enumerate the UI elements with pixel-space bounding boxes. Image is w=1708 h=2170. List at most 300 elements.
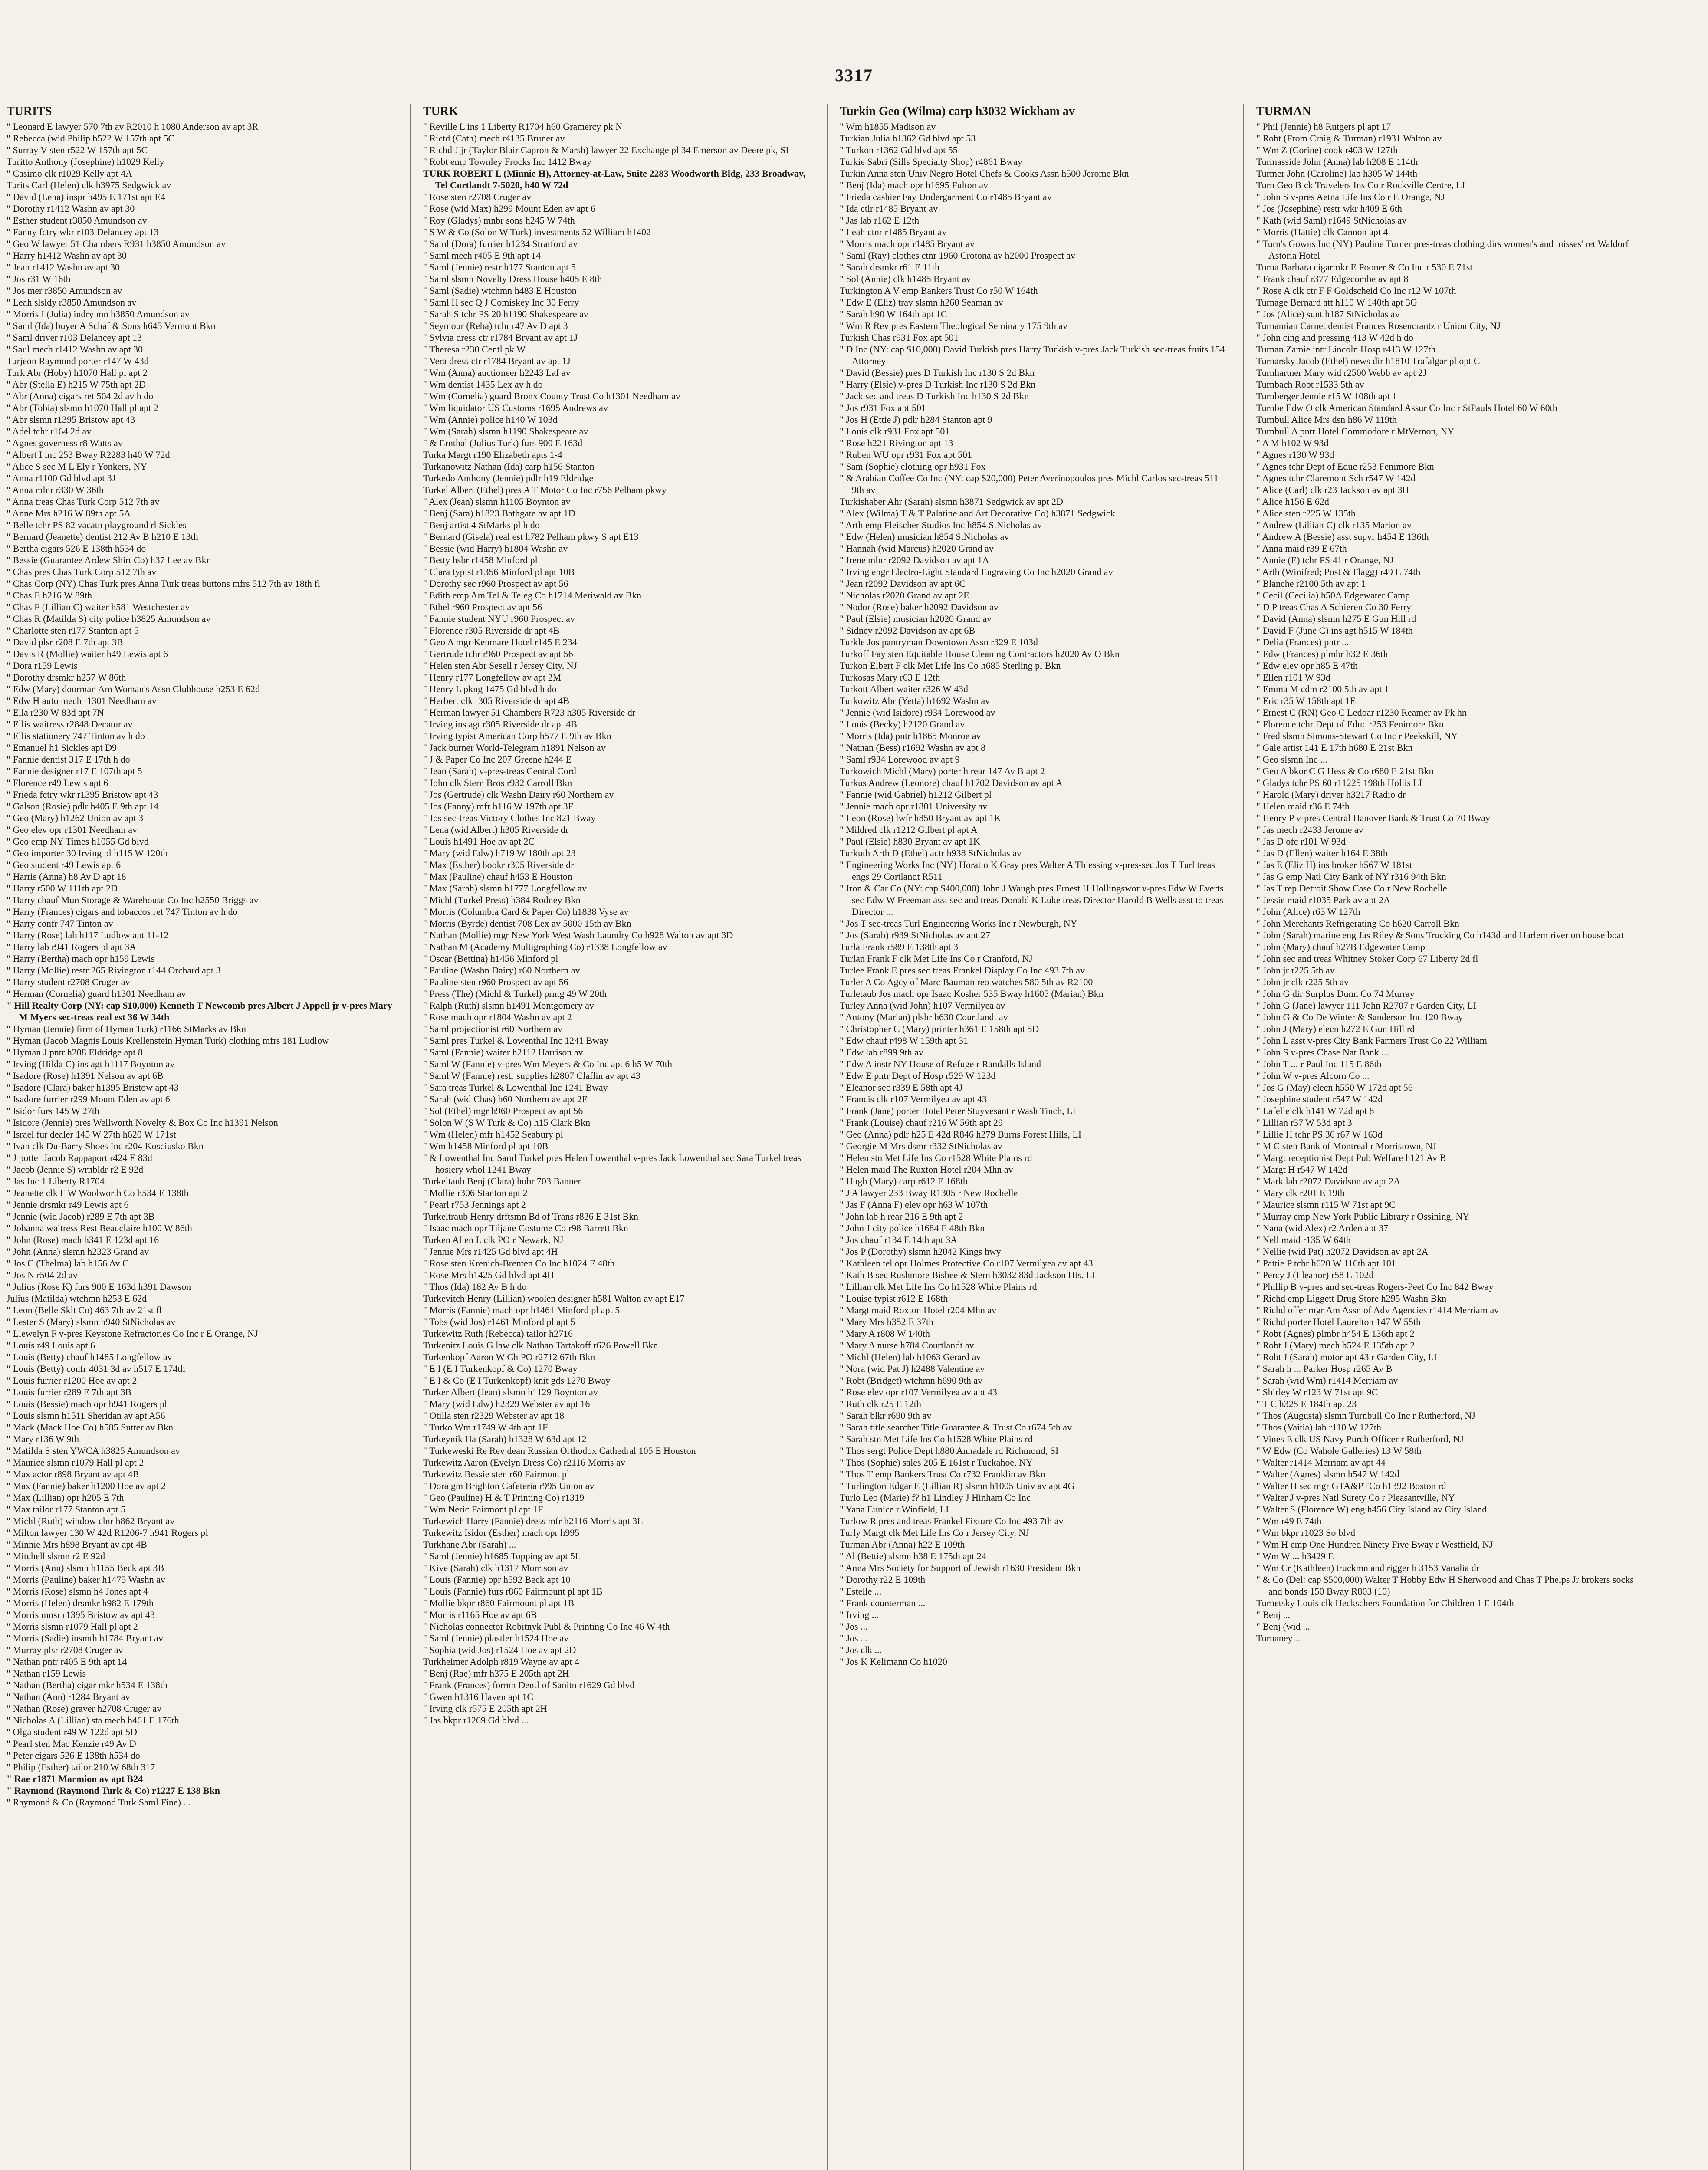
directory-entry: Turkosas Mary r63 E 12th bbox=[840, 672, 940, 683]
directory-entry: " John jr r225 5th av bbox=[1256, 965, 1335, 976]
directory-entry: " John G dir Surplus Dunn Co 74 Murray bbox=[1256, 988, 1415, 999]
directory-entry: Turkian Julia h1362 Gd blvd apt 53 bbox=[840, 133, 976, 144]
directory-entry: " Turn's Gowns Inc (NY) Pauline Turner pres-treas clothing dirs women's and misses' ret Waldorf Astoria Hotel bbox=[1256, 238, 1629, 261]
directory-entry: " Nellie (wid Pat) h2072 Davidson av apt 2A bbox=[1256, 1246, 1429, 1257]
directory-entry: " Mary (wid Edw) h719 W 180th apt 23 bbox=[423, 848, 576, 858]
directory-entry: " Sophia (wid Jos) r1524 Hoe av apt 2D bbox=[423, 1644, 576, 1655]
directory-entry: " Edw (Frances) plmbr h32 E 36th bbox=[1256, 648, 1388, 659]
directory-entry: Turlan Frank F clk Met Life Ins Co r Cranford, NJ bbox=[840, 953, 1033, 964]
directory-entry: " Helen maid r36 E 74th bbox=[1256, 801, 1350, 812]
directory-entry: " Richd offer mgr Am Assn of Adv Agencies r1414 Merriam av bbox=[1256, 1305, 1499, 1315]
directory-entry: " Geo (Pauline) H & T Printing Co) r1319 bbox=[423, 1492, 585, 1503]
directory-entry: " Geo (Mary) h1262 Union av apt 3 bbox=[7, 812, 144, 823]
directory-entry: Turkewitz Aaron (Evelyn Dress Co) r2116 Morris av bbox=[423, 1457, 625, 1468]
directory-entry: " Alice sten r225 W 135th bbox=[1256, 508, 1356, 519]
directory-entry: " Agnes r130 W 93d bbox=[1256, 449, 1334, 460]
directory-entry: " Morris mach opr r1485 Bryant av bbox=[840, 238, 975, 249]
directory-entry: " Saml (Ray) clothes ctnr 1960 Crotona av h2000 Prospect av bbox=[840, 250, 1075, 261]
directory-entry: " John (Alice) r63 W 127th bbox=[1256, 906, 1360, 917]
directory-entry: " Davis R (Mollie) waiter h49 Lewis apt 6 bbox=[7, 648, 168, 659]
directory-entry: " Jas T rep Detroit Show Case Co r New Rochelle bbox=[1256, 883, 1447, 894]
directory-entry: " Irving engr Electro-Light Standard Engraving Co Inc h2020 Grand av bbox=[840, 566, 1113, 577]
directory-entry: Turnaney ... bbox=[1256, 1633, 1302, 1644]
directory-entry: " Jas lab r162 E 12th bbox=[840, 215, 920, 226]
directory-entry: " Wm r49 E 74th bbox=[1256, 1516, 1322, 1526]
directory-entry: " & Ernthal (Julius Turk) furs 900 E 163d bbox=[423, 437, 583, 448]
directory-entry: " Morris (Hattie) clk Cannon apt 4 bbox=[1256, 227, 1388, 237]
directory-entry: Turitto Anthony (Josephine) h1029 Kelly bbox=[7, 156, 164, 167]
directory-entry: " Ellen r101 W 93d bbox=[1256, 672, 1330, 683]
directory-entry: " Rose elev opr r107 Vermilyea av apt 43 bbox=[840, 1387, 997, 1397]
directory-entry: " Thos (Vaitia) lab r110 W 127th bbox=[1256, 1422, 1382, 1433]
directory-entry: " Saml pres Turkel & Lowenthal Inc 1241 Bway bbox=[423, 1035, 608, 1046]
directory-entry: " Rose (wid Max) h299 Mount Eden av apt 6 bbox=[423, 203, 595, 214]
directory-entry: " Lafelle clk h141 W 72d apt 8 bbox=[1256, 1105, 1374, 1116]
directory-entry: " Jean r2092 Davidson av apt 6C bbox=[840, 578, 966, 589]
directory-entry: " Wm Cr (Kathleen) truckmn and rigger h 3153 Vanalia dr bbox=[1256, 1562, 1480, 1573]
directory-entry: " Frank chauf r377 Edgecombe av apt 8 bbox=[1256, 273, 1409, 284]
directory-entry: Turlo Leo (Marie) f? h1 Lindley J Hinham Co Inc bbox=[840, 1492, 1031, 1503]
directory-entry: " Geo W lawyer 51 Chambers R931 h3850 Amundson av bbox=[7, 238, 226, 249]
directory-column-4 bbox=[1256, 104, 1649, 2170]
directory-entry: " Harry chauf Mun Storage & Warehouse Co Inc h2550 Briggs av bbox=[7, 894, 259, 905]
directory-entry: " Bernard (Gisela) real est h782 Pelham pkwy S apt E13 bbox=[423, 531, 639, 542]
directory-entry: " John (Mary) chauf h27B Edgewater Camp bbox=[1256, 941, 1425, 952]
directory-entry: " Jos (Alice) sunt h187 StNicholas av bbox=[1256, 309, 1400, 319]
directory-entry: " Louis (Bessie) mach opr h941 Rogers pl bbox=[7, 1398, 168, 1409]
directory-entry: " Jennie (wid Isidore) r934 Lorewood av bbox=[840, 707, 995, 718]
directory-entry: " Harry (Elsie) v-pres D Turkish Inc r130 S 2d Bkn bbox=[840, 379, 1036, 390]
directory-entry: " Ethel r960 Prospect av apt 56 bbox=[423, 602, 542, 612]
directory-entry: " Nell maid r135 W 64th bbox=[1256, 1234, 1351, 1245]
directory-entry: " Saml mech r405 E 9th apt 14 bbox=[423, 250, 541, 261]
directory-entry: Turnarsky Jacob (Ethel) news dir h1810 Trafalgar pl opt C bbox=[1256, 355, 1480, 366]
directory-entry: " John (Rose) mach h341 E 123d apt 16 bbox=[7, 1234, 159, 1245]
directory-entry: Turlow R pres and treas Frankel Fixture Co Inc 493 7th av bbox=[840, 1516, 1064, 1526]
directory-entry: " Rose A clk ctr F F Goldscheid Co Inc r12 W 107th bbox=[1256, 285, 1456, 296]
directory-entry: " Bessie (Guarantee Ardew Shirt Co) h37 Lee av Bkn bbox=[7, 555, 211, 566]
directory-entry: " Nathan pntr r405 E 9th apt 14 bbox=[7, 1656, 127, 1667]
directory-entry: " Isadore furrier r299 Mount Eden av apt 6 bbox=[7, 1094, 170, 1105]
directory-entry: " John clk Stern Bros r932 Carroll Bkn bbox=[423, 777, 572, 788]
directory-entry: " Frieda fctry wkr r1395 Bristow apt 43 bbox=[7, 789, 158, 800]
directory-entry: " David (Lena) inspr h495 E 171st apt E4 bbox=[7, 191, 165, 202]
directory-entry: " Jos P (Dorothy) slsmn h2042 Kings hwy bbox=[840, 1246, 1001, 1257]
directory-entry: Turnage Bernard att h110 W 140th apt 3G bbox=[1256, 297, 1417, 308]
column-header: TURMAN bbox=[1256, 105, 1311, 118]
directory-entry: " Leon (Rose) lwfr h850 Bryant av apt 1K bbox=[840, 812, 1001, 823]
directory-entry: " Fanny fctry wkr r103 Delancey apt 13 bbox=[7, 227, 159, 237]
directory-entry: " Ida ctlr r1485 Bryant av bbox=[840, 203, 938, 214]
directory-entry: " Nathan (Ann) r1284 Bryant av bbox=[7, 1691, 130, 1702]
directory-entry: " Rictd (Cath) mech r4135 Bruner av bbox=[423, 133, 565, 144]
directory-entry: " Geo elev opr r1301 Needham av bbox=[7, 824, 137, 835]
directory-entry: " Ruben WU opr r931 Fox apt 501 bbox=[840, 449, 972, 460]
directory-entry: " John S v-pres Aetna Life Ins Co r E Orange, NJ bbox=[1256, 191, 1445, 202]
directory-entry: " Edw A instr NY House of Refuge r Randalls Island bbox=[840, 1059, 1041, 1069]
directory-entry: " Jos (Gertrude) clk Washn Dairy r60 Northern av bbox=[423, 789, 614, 800]
directory-entry: Turkowich Michl (Mary) porter h rear 147 Av B apt 2 bbox=[840, 766, 1045, 776]
directory-entry: " Saml (Sadie) wtchmn h483 E Houston bbox=[423, 285, 577, 296]
directory-entry: " Nathan (Bertha) cigar mkr h534 E 138th bbox=[7, 1680, 168, 1690]
directory-entry: " Morris (Fannie) mach opr h1461 Minford pl apt 5 bbox=[423, 1305, 620, 1315]
directory-entry: " Tobs (wid Jos) r1461 Minford pl apt 5 bbox=[423, 1316, 575, 1327]
directory-entry: " Agnes tchr Claremont Sch r547 W 142d bbox=[1256, 473, 1416, 483]
directory-entry: " Sara treas Turkel & Lowenthal Inc 1241 Bway bbox=[423, 1082, 608, 1093]
directory-entry: " Max actor r898 Bryant av apt 4B bbox=[7, 1469, 139, 1480]
directory-entry: " Hugh (Mary) carp r612 E 168th bbox=[840, 1176, 968, 1187]
directory-entry: " Jas bkpr r1269 Gd blvd ... bbox=[423, 1715, 529, 1726]
directory-entry: " Morris (Columbia Card & Paper Co) h1838 Vyse av bbox=[423, 906, 629, 917]
directory-entry: " Solon W (S W Turk & Co) h15 Clark Bkn bbox=[423, 1117, 591, 1128]
directory-entry: " Isadore (Rose) h1391 Nelson av apt 6B bbox=[7, 1070, 164, 1081]
column-divider bbox=[827, 104, 828, 2170]
directory-entry: " Alex (Wilma) T & T Palatine and Art Decorative Co) h3871 Sedgwick bbox=[840, 508, 1115, 519]
directory-entry: " Sarah h90 W 164th apt 1C bbox=[840, 309, 947, 319]
directory-entry: " Jos clk ... bbox=[840, 1644, 882, 1655]
directory-entry: " Morris (Byrde) dentist 708 Lex av 5000 15th av Bkn bbox=[423, 918, 631, 929]
directory-entry: Turkin Anna sten Univ Negro Hotel Chefs & Cooks Assn h500 Jerome Bkn bbox=[840, 168, 1129, 179]
directory-entry: Turman Abr (Anna) h22 E 109th bbox=[840, 1539, 965, 1550]
directory-entry: " Jeanette clk F W Woolworth Co h534 E 138th bbox=[7, 1187, 189, 1198]
directory-entry: " Nora (wid Pat J) h2488 Valentine av bbox=[840, 1363, 985, 1374]
directory-entry: " Jos T sec-treas Turl Engineering Works Inc r Newburgh, NY bbox=[840, 918, 1077, 929]
directory-entry: " Mitchell slsmn r2 E 92d bbox=[7, 1551, 105, 1562]
directory-entry: " Raymond & Co (Raymond Turk Saml Fine) ... bbox=[7, 1797, 191, 1808]
directory-entry: " Jos H (Ettie J) pdlr h284 Stanton apt 9 bbox=[840, 414, 992, 425]
directory-entry: " Jos N r504 2d av bbox=[7, 1269, 78, 1280]
directory-entry: " Fannie designer r17 E 107th apt 5 bbox=[7, 766, 142, 776]
directory-entry: " Jos (Fanny) mfr h116 W 197th apt 3F bbox=[423, 801, 573, 812]
directory-entry: " Wm liquidator US Customs r1695 Andrews av bbox=[423, 402, 608, 413]
directory-entry: Turla Frank r589 E 138th apt 3 bbox=[840, 941, 958, 952]
directory-entry: " Turlington Edgar E (Lillian R) slsmn h1005 Univ av apt 4G bbox=[840, 1480, 1075, 1491]
directory-entry: " Nathan r159 Lewis bbox=[7, 1668, 86, 1679]
directory-entry: " Nathan (Rose) graver h2708 Cruger av bbox=[7, 1703, 162, 1714]
directory-entry: " Nodor (Rose) baker h2092 Davidson av bbox=[840, 602, 999, 612]
directory-entry: " John (Sarah) marine eng Jas Riley & Sons Trucking Co h143d and Harlem river on house boat bbox=[1256, 930, 1624, 940]
directory-entry: " Mary A r808 W 140th bbox=[840, 1328, 930, 1339]
directory-entry: " Antony (Marian) plshr h630 Courtlandt av bbox=[840, 1012, 1008, 1023]
directory-entry: Turkishaber Ahr (Sarah) slsmn h3871 Sedgwick av apt 2D bbox=[840, 496, 1063, 507]
directory-entry: " Anna r1100 Gd blvd apt 3J bbox=[7, 473, 116, 483]
directory-entry: " Morris (Ann) slsmn h1155 Beck apt 3B bbox=[7, 1562, 164, 1573]
directory-entry: " Irving clk r575 E 205th apt 2H bbox=[423, 1703, 547, 1714]
directory-entry: " Lillian r37 W 53d apt 3 bbox=[1256, 1117, 1352, 1128]
directory-entry: " Belle tchr PS 82 vacatn playground rl Sickles bbox=[7, 519, 187, 530]
directory-entry: " Jack burner World-Telegram h1891 Nelson av bbox=[423, 742, 606, 753]
directory-entry: " Louis (Becky) h2120 Grand av bbox=[840, 719, 965, 730]
directory-entry: " Nathan M (Academy Multigraphing Co) r1338 Longfellow av bbox=[423, 941, 667, 952]
directory-entry: " Galson (Rosie) pdlr h405 E 9th apt 14 bbox=[7, 801, 158, 812]
directory-entry: " Hyman (Jacob Magnis Louis Krellenstein Hyman Turk) clothing mfrs 181 Ludlow bbox=[7, 1035, 329, 1046]
directory-entry: " Geo A bkor C G Hess & Co r680 E 21st Bkn bbox=[1256, 766, 1434, 776]
directory-entry: Turkenitz Louis G law clk Nathan Tartakoff r626 Powell Bkn bbox=[423, 1340, 658, 1351]
directory-entry: " Saml r934 Lorewood av apt 9 bbox=[840, 754, 960, 765]
directory-entry: " Maurice slsmn r115 W 71st apt 9C bbox=[1256, 1199, 1396, 1210]
directory-entry: " Wm W ... h3429 E bbox=[1256, 1551, 1334, 1562]
directory-entry: " John sec and treas Whitney Stoker Corp 67 Liberty 2d fl bbox=[1256, 953, 1478, 964]
directory-entry: " John lab h rear 216 E 9th apt 2 bbox=[840, 1211, 963, 1222]
directory-entry: " Herman lawyer 51 Chambers R723 h305 Riverside dr bbox=[423, 707, 636, 718]
directory-entry: " Reville L ins 1 Liberty R1704 h60 Gramercy pk N bbox=[423, 121, 623, 132]
directory-entry: " Edw chauf r498 W 159th apt 31 bbox=[840, 1035, 968, 1046]
directory-entry: " Louis furrier r289 E 7th apt 3B bbox=[7, 1387, 132, 1397]
directory-entry: " Paul (Elsie) musician h2020 Grand av bbox=[840, 613, 992, 624]
directory-entry: Turkheimer Adolph r819 Wayne av apt 4 bbox=[423, 1656, 579, 1667]
directory-entry: Turkle Jos pantryman Downtown Assn r329 E 103d bbox=[840, 637, 1038, 648]
directory-entry: " Fannie student NYU r960 Prospect av bbox=[423, 613, 575, 624]
column-header: Turkin Geo (Wilma) carp h3032 Wickham av bbox=[840, 105, 1075, 118]
directory-entry: Turmer John (Caroline) lab h305 W 144th bbox=[1256, 168, 1418, 179]
directory-entry: " Charlotte sten r177 Stanton apt 5 bbox=[7, 625, 139, 636]
directory-entry: " Frank (Frances) formn Dentl of Sanitn r1629 Gd blvd bbox=[423, 1680, 635, 1690]
directory-entry: " Pauline sten r960 Prospect av apt 56 bbox=[423, 976, 568, 987]
directory-entry: " Geo emp NY Times h1055 Gd blvd bbox=[7, 836, 149, 847]
directory-entry: " Frank (Jane) porter Hotel Peter Stuyvesant r Wash Tinch, LI bbox=[840, 1105, 1076, 1116]
directory-entry: Turkuth Arth D (Ethel) actr h938 StNicholas av bbox=[840, 848, 1022, 858]
directory-entry: " Kath (wid Saml) r1649 StNicholas av bbox=[1256, 215, 1407, 226]
directory-entry: Turkewich Harry (Fannie) dress mfr h2116 Morris apt 3L bbox=[423, 1516, 643, 1526]
directory-entry: " Kive (Sarah) clk h1317 Morrison av bbox=[423, 1562, 568, 1573]
directory-entry: " Max (Esther) bookr r305 Riverside dr bbox=[423, 859, 574, 870]
directory-entry: " Hyman (Jennie) firm of Hyman Turk) r1166 StMarks av Bkn bbox=[7, 1023, 246, 1034]
directory-entry: " Walter S (Florence W) eng h456 City Island av City Island bbox=[1256, 1504, 1487, 1515]
directory-entry: " Louis h1491 Hoe av apt 2C bbox=[423, 836, 535, 847]
directory-entry: " Saml W (Fannie) restr supplies h2807 Claflin av apt 43 bbox=[423, 1070, 640, 1081]
directory-entry: " Wm (Cornelia) guard Bronx County Trust Co h1301 Needham av bbox=[423, 391, 680, 401]
directory-entry: Turna Barbara cigarmkr E Pooner & Co Inc r 530 E 71st bbox=[1256, 262, 1473, 273]
directory-entry: " Gladys tchr PS 60 r11225 198th Hollis LI bbox=[1256, 777, 1422, 788]
directory-entry: " Dora gm Brighton Cafeteria r995 Union av bbox=[423, 1480, 595, 1491]
directory-entry: " Harry h1412 Washn av apt 30 bbox=[7, 250, 127, 261]
directory-entry: " Max (Lillian) opr h205 E 7th bbox=[7, 1492, 124, 1503]
directory-entry: " Henry r177 Longfellow av apt 2M bbox=[423, 672, 562, 683]
directory-entry: " Morris r1165 Hoe av apt 6B bbox=[423, 1609, 537, 1620]
directory-entry: Turletaub Jos mach opr Isaac Kosher 535 Bway h1605 (Marian) Bkn bbox=[840, 988, 1104, 999]
directory-entry: " Nana (wid Alex) r2 Arden apt 37 bbox=[1256, 1223, 1389, 1233]
directory-entry: " Rebecca (wid Philip b522 W 157th apt 5C bbox=[7, 133, 175, 144]
directory-entry: " Jas Inc 1 Liberty R1704 bbox=[7, 1176, 105, 1187]
directory-entry: " Peter cigars 526 E 138th h534 do bbox=[7, 1750, 140, 1761]
directory-entry: " Max tailor r177 Stanton apt 5 bbox=[7, 1504, 126, 1515]
directory-entry: " Jennie Mrs r1425 Gd blvd apt 4H bbox=[423, 1246, 558, 1257]
directory-entry: " Jos ... bbox=[840, 1621, 868, 1632]
directory-entry: Turnbull A pntr Hotel Commodore r MtVernon, NY bbox=[1256, 426, 1455, 437]
directory-entry: " Wm (Sarah) slsmn h1190 Shakespeare av bbox=[423, 426, 588, 437]
directory-entry: " Emma M cdm r2100 5th av apt 1 bbox=[1256, 684, 1389, 694]
directory-entry: " Isidore (Jennie) pres Wellworth Novelty & Box Co Inc h1391 Nelson bbox=[7, 1117, 278, 1128]
column-header: TURITS bbox=[7, 105, 52, 118]
directory-entry: " Thos (Ida) 182 Av B h do bbox=[423, 1281, 527, 1292]
directory-entry: " Robt (Bridget) wtchmn h690 9th av bbox=[840, 1375, 983, 1386]
directory-entry: " Max (Pauline) chauf h453 E Houston bbox=[423, 871, 572, 882]
directory-entry: " Bertha cigars 526 E 138th h534 do bbox=[7, 543, 146, 554]
directory-entry: " Wm bkpr r1023 So blvd bbox=[1256, 1527, 1355, 1538]
directory-entry: " Annie (E) tchr PS 41 r Orange, NJ bbox=[1256, 555, 1394, 566]
directory-entry: Turka Margt r190 Elizabeth apts 1-4 bbox=[423, 449, 562, 460]
directory-entry: " Shirley W r123 W 71st apt 9C bbox=[1256, 1387, 1378, 1397]
directory-entry: " Delia (Frances) pntr ... bbox=[1256, 637, 1349, 648]
directory-entry: Turnan Zamie intr Lincoln Hosp r413 W 127th bbox=[1256, 344, 1436, 355]
directory-entry: " Max (Sarah) slsmn h1777 Longfellow av bbox=[423, 883, 587, 894]
directory-entry: " Francis clk r107 Vermilyea av apt 43 bbox=[840, 1094, 987, 1105]
directory-entry: Turits Carl (Helen) clk h3975 Sedgwick av bbox=[7, 180, 171, 191]
directory-column-3 bbox=[840, 104, 1232, 2170]
directory-column-1 bbox=[7, 104, 399, 2170]
directory-entry: " David (Anna) slsmn h275 E Gun Hill rd bbox=[1256, 613, 1416, 624]
directory-entry: " Pearl r753 Jennings apt 2 bbox=[423, 1199, 526, 1210]
directory-entry: " Kath B sec Rushmore Bisbee & Stern h3032 83d Jackson Hts, LI bbox=[840, 1269, 1095, 1280]
directory-entry: " Gertrude tchr r960 Prospect av apt 56 bbox=[423, 648, 573, 659]
directory-entry: " Otilla sten r2329 Webster av apt 18 bbox=[423, 1410, 565, 1421]
directory-entry: " Benj artist 4 StMarks pl h do bbox=[423, 519, 540, 530]
directory-entry: " Lillie H tchr PS 36 r67 W 163d bbox=[1256, 1129, 1383, 1140]
directory-entry: " Leah slsldy r3850 Amundson av bbox=[7, 297, 137, 308]
directory-entry: " Gale artist 141 E 17th h680 E 21st Bkn bbox=[1256, 742, 1413, 753]
directory-entry: " Theresa r230 Centl pk W bbox=[423, 344, 526, 355]
directory-entry: " Israel fur dealer 145 W 27th h620 W 171st bbox=[7, 1129, 176, 1140]
directory-entry: " Vines E clk US Navy Purch Officer r Rutherford, NJ bbox=[1256, 1434, 1464, 1444]
directory-entry: " T C h325 E 184th apt 23 bbox=[1256, 1398, 1357, 1409]
directory-entry: " Wm R Rev pres Eastern Theological Seminary 175 9th av bbox=[840, 320, 1068, 331]
directory-entry: " Wm (Helen) mfr h1452 Seabury pl bbox=[423, 1129, 563, 1140]
directory-entry: " A M h102 W 93d bbox=[1256, 437, 1329, 448]
directory-entry: " Michl (Helen) lab h1063 Gerard av bbox=[840, 1351, 981, 1362]
directory-entry: " Sarah (wid Wm) r1414 Merriam av bbox=[1256, 1375, 1398, 1386]
directory-entry: Turkott Albert waiter r326 W 43d bbox=[840, 684, 968, 694]
directory-entry: " Fannie dentist 317 E 17th h do bbox=[7, 754, 130, 765]
directory-entry: " Roy (Gladys) mnbr sons h245 W 74th bbox=[423, 215, 575, 226]
directory-entry: " Dora r159 Lewis bbox=[7, 660, 78, 671]
directory-entry: " Alex (Jean) slsmn h1105 Boynton av bbox=[423, 496, 571, 507]
directory-entry: " Abr (Stella E) h215 W 75th apt 2D bbox=[7, 379, 146, 390]
directory-entry: " Harry (Mollie) restr 265 Rivington r144 Orchard apt 3 bbox=[7, 965, 221, 976]
directory-entry: " Surray V sten r522 W 157th apt 5C bbox=[7, 145, 148, 155]
directory-entry: " Margt receptionist Dept Pub Welfare h121 Av B bbox=[1256, 1152, 1446, 1163]
directory-entry: " Edw (Helen) musician h854 StNicholas av bbox=[840, 531, 1009, 542]
directory-entry: Turk Abr (Hoby) h1070 Hall pl apt 2 bbox=[7, 367, 148, 378]
directory-entry: " Morris slsmn r1079 Hall pl apt 2 bbox=[7, 1621, 138, 1632]
directory-entry: Julius (Matilda) wtchmn h253 E 62d bbox=[7, 1293, 147, 1304]
directory-entry: Turkhane Abr (Sarah) ... bbox=[423, 1539, 516, 1550]
directory-entry: " Geo A mgr Kenmare Hotel r145 E 234 bbox=[423, 637, 577, 648]
directory-entry: " Sarah blkr r690 9th av bbox=[840, 1410, 932, 1421]
directory-entry: " Leon (Belle Sklt Co) 463 7th av 21st fl bbox=[7, 1305, 162, 1315]
directory-entry: " Thos (Augusta) slsmn Turnbull Co Inc r Rutherford, NJ bbox=[1256, 1410, 1475, 1421]
directory-entry: Turkel Albert (Ethel) pres A T Motor Co Inc r756 Pelham pkwy bbox=[423, 484, 667, 495]
directory-entry: " S W & Co (Solon W Turk) investments 52 William h1402 bbox=[423, 227, 651, 237]
directory-entry: Turkeltaub Benj (Clara) hobr 703 Banner bbox=[423, 1176, 581, 1187]
directory-entry: " David (Bessie) pres D Turkish Inc r130 S 2d Bkn bbox=[840, 367, 1035, 378]
directory-entry: " Ivan clk Du-Barry Shoes Inc r204 Kosciusko Bkn bbox=[7, 1141, 204, 1151]
directory-entry: " Henry P v-pres Central Hanover Bank & Trust Co 70 Bway bbox=[1256, 812, 1491, 823]
directory-entry: " Saml (Jennie) h1685 Topping av apt 5L bbox=[423, 1551, 581, 1562]
directory-entry: " Mack (Mack Hoe Co) h585 Sutter av Bkn bbox=[7, 1422, 174, 1433]
directory-entry: " Margt maid Roxton Hotel r204 Mhn av bbox=[840, 1305, 997, 1315]
directory-entry: " Yana Eunice r Winfield, LI bbox=[840, 1504, 949, 1515]
directory-entry: " Edith emp Am Tel & Teleg Co h1714 Meriwald av Bkn bbox=[423, 590, 642, 601]
directory-entry: " Iron & Car Co (NY: cap $400,000) John J Waugh pres Ernest H Hollingswor v-pres Edw W Everts sec Edw W Freeman asst sec and treas Donald K Luke treas Director Harold B Wells asst to treas Director ... bbox=[840, 883, 1224, 917]
directory-entry: " Saml (Ida) buyer A Schaf & Sons h645 Vermont Bkn bbox=[7, 320, 216, 331]
directory-entry: " Estelle ... bbox=[840, 1586, 882, 1597]
directory-entry: " Irving typist American Corp h577 E 9th av Bkn bbox=[423, 730, 611, 741]
directory-entry: " Chas F (Lillian C) waiter h581 Westchester av bbox=[7, 602, 190, 612]
directory-entry: " Eleanor sec r339 E 58th apt 4J bbox=[840, 1082, 963, 1093]
directory-entry: " Walter H sec mgr GTA&PTCo h1392 Boston rd bbox=[1256, 1480, 1446, 1491]
directory-entry: " Casimo clk r1029 Kelly apt 4A bbox=[7, 168, 133, 179]
directory-entry: " Press (The) (Michl & Turkel) prntg 49 W 20th bbox=[423, 988, 607, 999]
directory-entry: " Saml (Dora) furrier h1234 Stratford av bbox=[423, 238, 578, 249]
directory-entry: " Isadore (Clara) baker h1395 Bristow apt 43 bbox=[7, 1082, 179, 1093]
directory-entry: " Alice S sec M L Ely r Yonkers, NY bbox=[7, 461, 148, 472]
directory-entry: " Olga student r49 W 122d apt 5D bbox=[7, 1726, 137, 1737]
directory-entry: " Thos sergt Police Dept h880 Annadale rd Richmond, SI bbox=[840, 1445, 1059, 1456]
directory-entry: " Jas F (Anna F) elev opr h63 W 107th bbox=[840, 1199, 988, 1210]
directory-entry: " Thos (Sophie) sales 205 E 161st r Tuckahoe, NY bbox=[840, 1457, 1033, 1468]
directory-entry: Turkoff Fay sten Equitable House Cleaning Contractors h2020 Av O Bkn bbox=[840, 648, 1120, 659]
directory-entry: " Walter J v-pres Natl Surety Co r Pleasantville, NY bbox=[1256, 1492, 1455, 1503]
directory-entry: " Betty hsbr r1458 Minford pl bbox=[423, 555, 538, 566]
directory-entry: " Wm Z (Corine) cook r403 W 127th bbox=[1256, 145, 1398, 155]
directory-entry: " Morris (Ida) pntr h1865 Monroe av bbox=[840, 730, 981, 741]
directory-entry: Turlee Frank E pres sec treas Frankel Display Co Inc 493 7th av bbox=[840, 965, 1085, 976]
directory-entry: " John W v-pres Alcorn Co ... bbox=[1256, 1070, 1370, 1081]
directory-entry: " Fred slsmn Simons-Stewart Co Inc r Peekskill, NY bbox=[1256, 730, 1458, 741]
directory-entry: " Harold (Mary) driver h3217 Radio dr bbox=[1256, 789, 1406, 800]
directory-entry: " Jean (Sarah) v-pres-treas Central Cord bbox=[423, 766, 576, 776]
directory-entry: " Hill Realty Corp (NY: cap $10,000) Kenneth T Newcomb pres Albert J Appell jr v-pres Mary M Myers sec-treas real est 36 W 34th bbox=[7, 1000, 392, 1023]
directory-entry: " Margt H r547 W 142d bbox=[1256, 1164, 1348, 1175]
directory-entry: " Blanche r2100 5th av apt 1 bbox=[1256, 578, 1366, 589]
directory-entry: " Morris (Pauline) baker h1475 Washn av bbox=[7, 1574, 166, 1585]
directory-entry: Turley Anna (wid John) h107 Vermilyea av bbox=[840, 1000, 1005, 1011]
directory-entry: Turnetsky Louis clk Heckschers Foundation for Children 1 E 104th bbox=[1256, 1598, 1514, 1608]
directory-entry: " Helen stn Met Life Ins Co r1528 White Plains rd bbox=[840, 1152, 1032, 1163]
directory-entry: Turker Albert (Jean) slsmn h1129 Boynton av bbox=[423, 1387, 598, 1397]
directory-entry: " Louis (Fannie) opr h592 Beck apt 10 bbox=[423, 1574, 571, 1585]
directory-entry: " Saul mech r1412 Washn av apt 30 bbox=[7, 344, 143, 355]
directory-entry: " Murray emp New York Public Library r Ossining, NY bbox=[1256, 1211, 1470, 1222]
directory-entry: " Julius (Rose K) furs 900 E 163d h391 Dawson bbox=[7, 1281, 191, 1292]
directory-entry: " D Inc (NY: cap $10,000) David Turkish pres Harry Turkish v-pres Jack Turkish sec-treas fruits 154 Attorney bbox=[840, 344, 1225, 366]
directory-entry: " Lena (wid Albert) h305 Riverside dr bbox=[423, 824, 569, 835]
directory-entry: " John L asst v-pres City Bank Farmers Trust Co 22 William bbox=[1256, 1035, 1487, 1046]
directory-entry: " John T ... r Paul Inc 115 E 86th bbox=[1256, 1059, 1382, 1069]
directory-entry: " Jos ... bbox=[840, 1633, 868, 1644]
directory-entry: " Seymour (Reba) tchr r47 Av D apt 3 bbox=[423, 320, 568, 331]
directory-entry: " Morris (Helen) drsmkr h982 E 179th bbox=[7, 1598, 154, 1608]
directory-entry: " Clara typist r1356 Minford pl apt 10B bbox=[423, 566, 575, 577]
directory-entry: " Bessie (wid Harry) h1804 Washn av bbox=[423, 543, 568, 554]
directory-entry: " Saml (Fannie) waiter h2112 Harrison av bbox=[423, 1047, 583, 1058]
directory-entry: " Adel tchr r164 2d av bbox=[7, 426, 92, 437]
directory-entry: " Jos C (Thelma) lab h156 Av C bbox=[7, 1258, 129, 1269]
directory-entry: " Isaac mach opr Tiljane Costume Co r98 Barrett Bkn bbox=[423, 1223, 628, 1233]
directory-entry: " Andrew A (Bessie) asst supvr h454 E 136th bbox=[1256, 531, 1429, 542]
directory-entry: " Esther student r3850 Amundson av bbox=[7, 215, 147, 226]
directory-entry: " Morris (Sadie) insmth h1784 Bryant av bbox=[7, 1633, 163, 1644]
directory-entry: " Michl (Ruth) window clnr h862 Bryant av bbox=[7, 1516, 175, 1526]
directory-entry: " E I (E I Turkenkopf & Co) 1270 Bway bbox=[423, 1363, 578, 1374]
directory-entry: Turkus Andrew (Leonore) chauf h1702 Davidson av apt A bbox=[840, 777, 1063, 788]
directory-entry: " Florence tchr Dept of Educ r253 Fenimore Bkn bbox=[1256, 719, 1444, 730]
directory-entry: " Robt J (Mary) mech h524 E 135th apt 2 bbox=[1256, 1340, 1415, 1351]
directory-entry: " & Co (Del: cap $500,000) Walter T Hobby Edw H Sherwood and Chas T Phelps Jr brokers socks and bonds 150 Bway R803 (10) bbox=[1256, 1574, 1634, 1597]
directory-entry: " Lester S (Mary) slsmn h940 StNicholas av bbox=[7, 1316, 176, 1327]
directory-entry: " Leah ctnr r1485 Bryant av bbox=[840, 227, 947, 237]
directory-entry: " Georgie M Mrs dsmr r332 StNicholas av bbox=[840, 1141, 1002, 1151]
